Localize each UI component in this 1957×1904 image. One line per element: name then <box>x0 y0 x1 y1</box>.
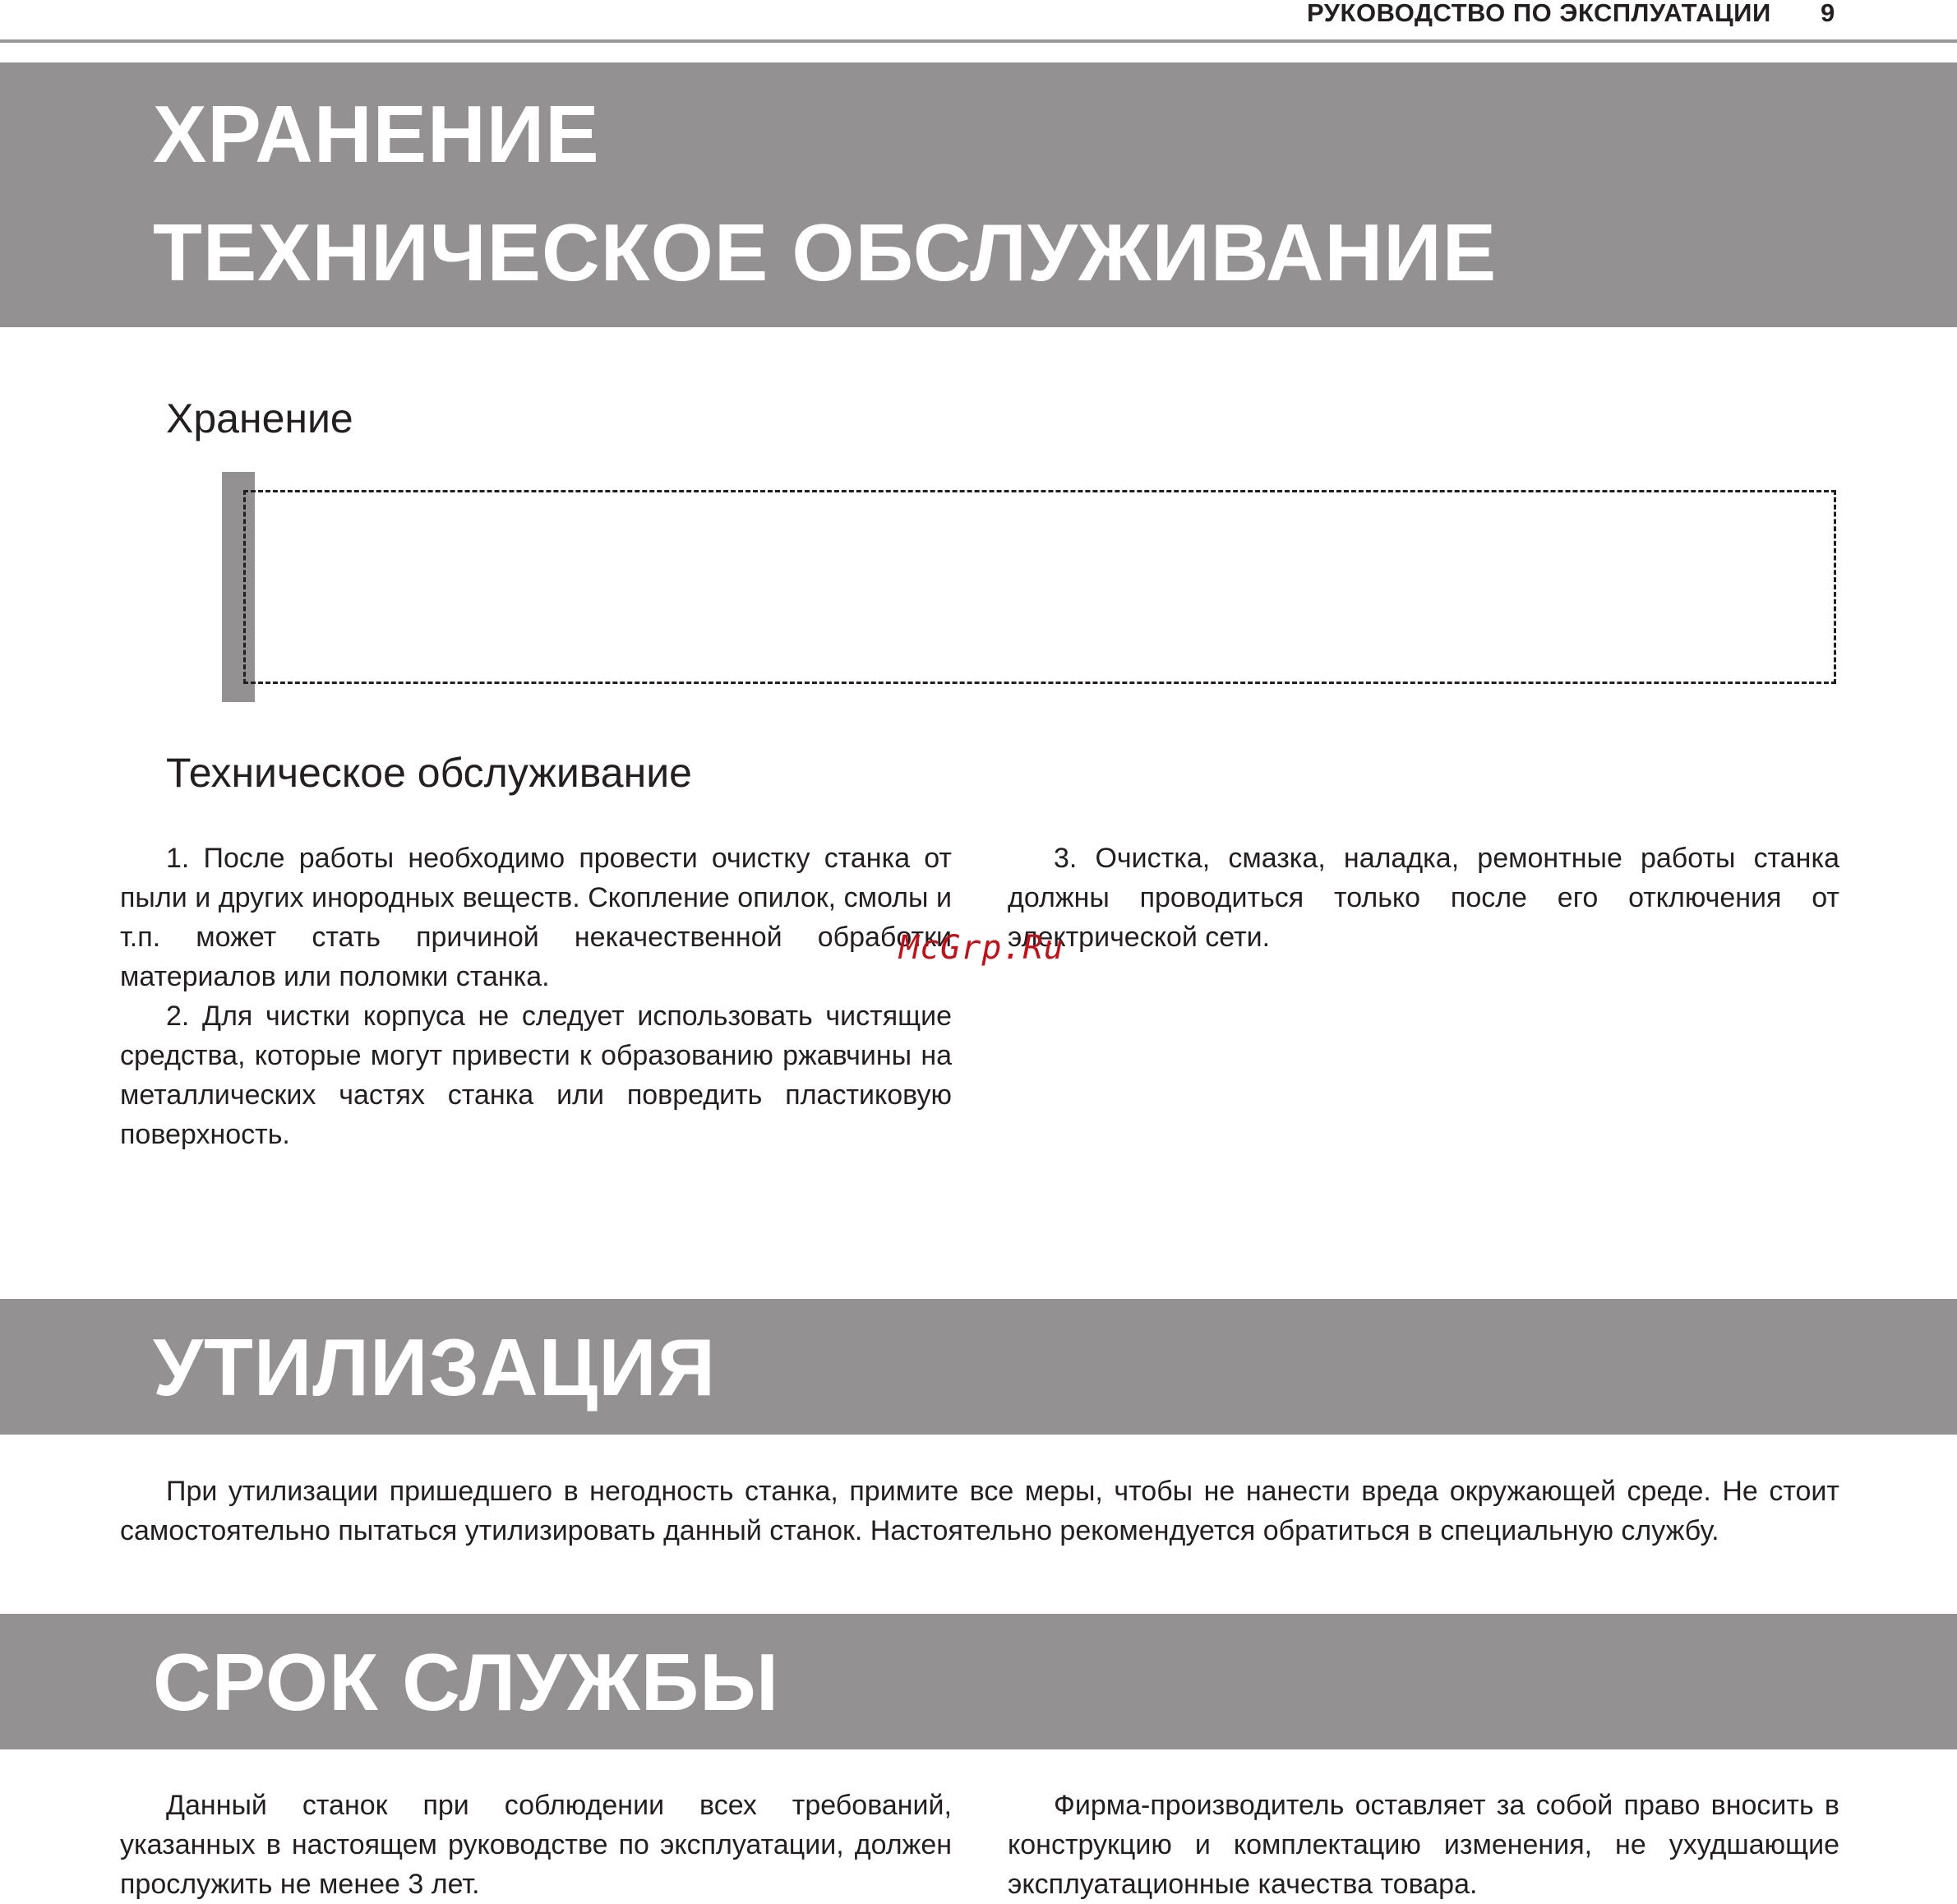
section-title-storage: ХРАНЕНИЕ <box>153 89 600 179</box>
section-band-storage-maintenance <box>0 62 1957 327</box>
service-life-text-right: Фирма-производитель оставляет за собой право вносить в конструкцию и комплектацию изменения, не ухудшающие эксплуатационные качества товара. <box>1008 1790 1839 1900</box>
watermark: McGrp.Ru <box>899 929 1064 967</box>
page-number: 9 <box>1821 0 1835 27</box>
section-title-service-life: СРОК СЛУЖБЫ <box>153 1637 780 1727</box>
storage-heading: Хранение <box>166 395 353 441</box>
storage-note-box <box>243 490 1836 684</box>
section-band-service-life <box>0 1614 1957 1749</box>
header-rule <box>0 39 1957 43</box>
service-life-column-left <box>120 1786 952 1904</box>
maintenance-column-right <box>1008 839 1839 957</box>
maintenance-item-1: 1. После работы необходимо провести очистку станка от пыли и других инородных веществ. Скопление опилок, смолы и т.п. может стать причиной некачественной обработки материалов или поломки станка. <box>120 843 952 992</box>
maintenance-item-2: 2. Для чистки корпуса не следует использовать чистящие средства, которые могут привести к образованию ржавчины на металлических частях станка или повредить пластиковую поверхность. <box>120 1001 952 1150</box>
maintenance-column-left <box>120 839 952 1154</box>
maintenance-item-3: 3. Очистка, смазка, наладка, ремонтные работы станка должны проводиться только после его отключения от электрической сети. <box>1008 843 1839 953</box>
disposal-body <box>120 1472 1839 1550</box>
service-life-column-right <box>1008 1786 1839 1904</box>
maintenance-heading: Техническое обслуживание <box>166 750 692 796</box>
disposal-text: При утилизации пришедшего в негодность станка, примите все меры, чтобы не нанести вреда окружающей среде. Не стоит самостоятельно пытаться утилизировать данный станок. Настоятельно рекомендуется обратиться в специальную службу. <box>120 1476 1839 1546</box>
section-title-maintenance: ТЕХНИЧЕСКОЕ ОБСЛУЖИВАНИЕ <box>153 207 1498 298</box>
section-band-disposal <box>0 1299 1957 1435</box>
service-life-text-left: Данный станок при соблюдении всех требований, указанных в настоящем руководстве по эксплуатации, должен прослужить не менее 3 лет. <box>120 1790 952 1900</box>
running-header-title: РУКОВОДСТВО ПО ЭКСПЛУАТАЦИИ <box>1307 0 1771 27</box>
section-title-disposal: УТИЛИЗАЦИЯ <box>153 1322 717 1412</box>
